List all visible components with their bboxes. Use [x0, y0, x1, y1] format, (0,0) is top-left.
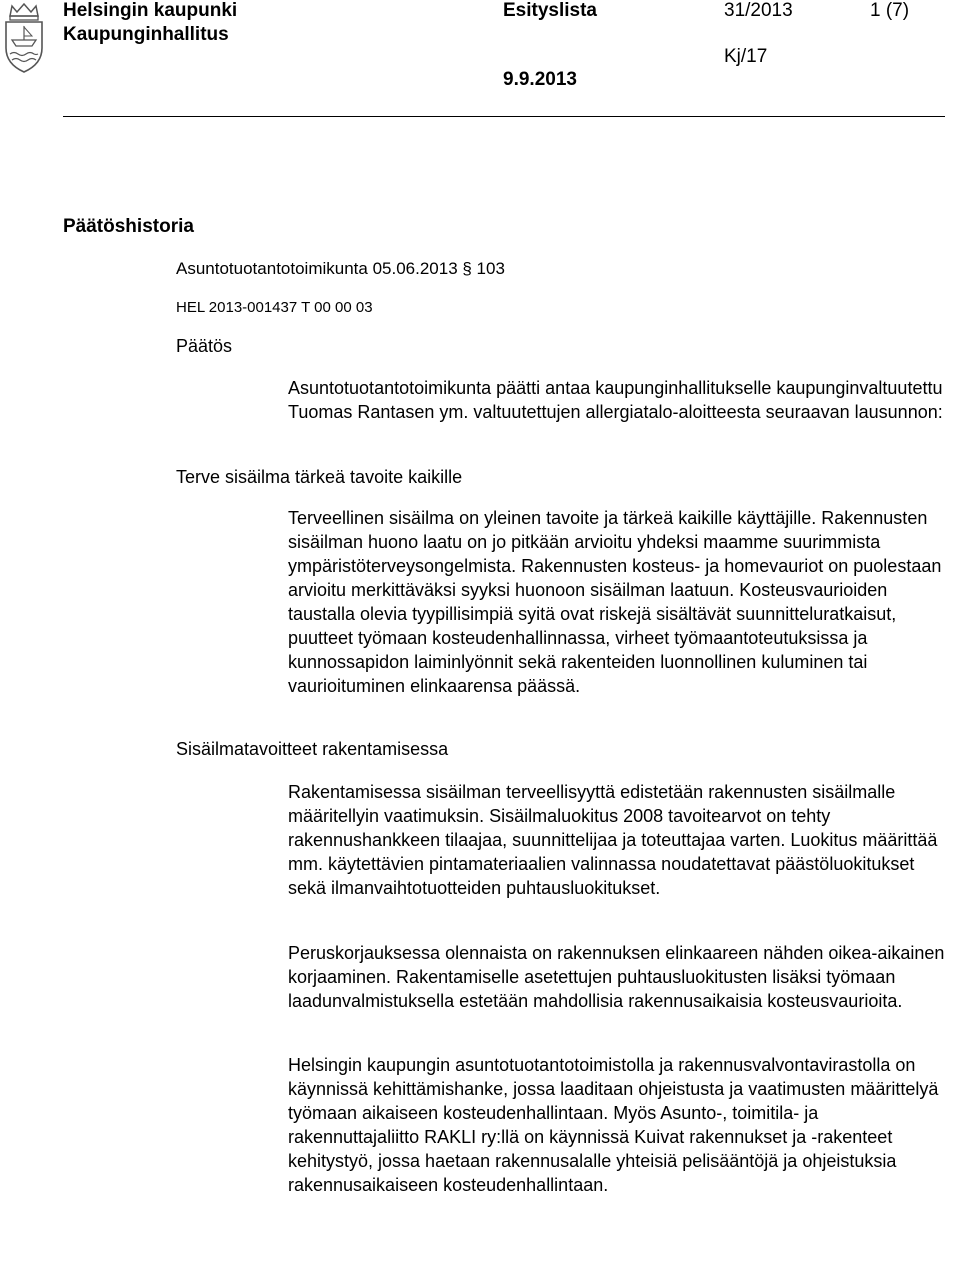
meeting-reference: Asuntotuotantotoimikunta 05.06.2013 § 103 — [176, 259, 505, 278]
paragraph-renovation: Peruskorjauksessa olennaista on rakennuksen elinkaareen nähden oikea-aikainen korjaaminen. Rakentamiselle asetettujen puhtausluokitusten lisäksi työmaan laadunvalmistuksella estetään mahdollisia rakennusaikaisia kosteusvaurioita. — [288, 943, 945, 1011]
paragraph-decision: Asuntotuotantotoimikunta päätti antaa kaupunginhallitukselle kaupunginvaltuutettu Tuomas Rantasen ym. valtuutettujen allergiatalo-aloitteesta seuraavan lausunnon: — [288, 378, 943, 422]
decision-label: Päätös — [176, 336, 233, 356]
paragraph-indoor-air-quality: Terveellinen sisäilma on yleinen tavoite ja tärkeä kaikille käyttäjille. Rakennusten sisäilman huono laatu on jo pitkään arvioitu yhdeksi maamme suurimmista ympäristöterveysongelmista. Rakennusten kosteus- ja homevauriot on puolestaan arvioitu merkittäväksi syyksi huonoon sisäilman laatuun. Kosteusvaurioiden taustalla olevia tyypillisimpiä syitä ovat riskejä sisältävät suunnitteluratkaisut, puutteet työmaan kosteudenhallinnassa, virheet työmaantoteutuksissa ja kunnossapidon laiminlyönnit sekä rakenteiden luonnollinen kuluminen tai vaurioituminen elinkaarensa päässä. — [288, 508, 942, 696]
subheading-healthy-indoor-air: Terve sisäilma tärkeä tavoite kaikille — [176, 467, 463, 487]
section-title: Päätöshistoria — [63, 216, 194, 237]
reference-code: Kj/17 — [724, 46, 768, 67]
document-number: 31/2013 — [724, 0, 793, 21]
helsinki-coat-of-arms-icon — [2, 2, 46, 74]
org-unit: Kaupunginhallitus — [63, 24, 229, 45]
paragraph-construction-requirements: Rakentamisessa sisäilman terveellisyyttä edistetään rakennusten sisäilmalle määritellyin vaatimuksin. Sisäilmaluokitus 2008 tavoitearvot on tehty rakennushankkeen tilaajaa, suunnittelijaa ja toteuttajaa varten. Luokitus määrittää mm. käytettävien pintamateriaalien valinnassa noudatettavat päästöluokitukset sekä ilmanvaihtotuotteiden puhtausluokitukset. — [288, 782, 938, 898]
case-number: HEL 2013-001437 T 00 00 03 — [176, 299, 373, 316]
page-indicator: 1 (7) — [870, 0, 910, 21]
org-name: Helsingin kaupunki — [63, 0, 238, 21]
paragraph-development-project: Helsingin kaupungin asuntotuotantotoimistolla ja rakennusvalvontavirastolla on käynnissä kehittämishanke, jossa laaditaan ohjeistusta ja vaatimusten määrittelyä työmaan aikaiseen kosteudenhallintaan. Myös Asunto-, toimitila- ja rakennuttajaliitto RAKLI ry:llä on käynnissä Kuivat rakennukset ja -rakenteet kehitystyö, jossa haetaan rakennusalalle yhteisiä pelisääntöjä ja ohjeistuksia rakennusaikaiseen kosteudenhallintaan. — [288, 1055, 939, 1195]
subheading-construction-goals: Sisäilmatavoitteet rakentamisessa — [176, 739, 449, 759]
header-divider — [63, 116, 945, 117]
document-date: 9.9.2013 — [503, 69, 577, 90]
document-type: Esityslista — [503, 0, 597, 21]
